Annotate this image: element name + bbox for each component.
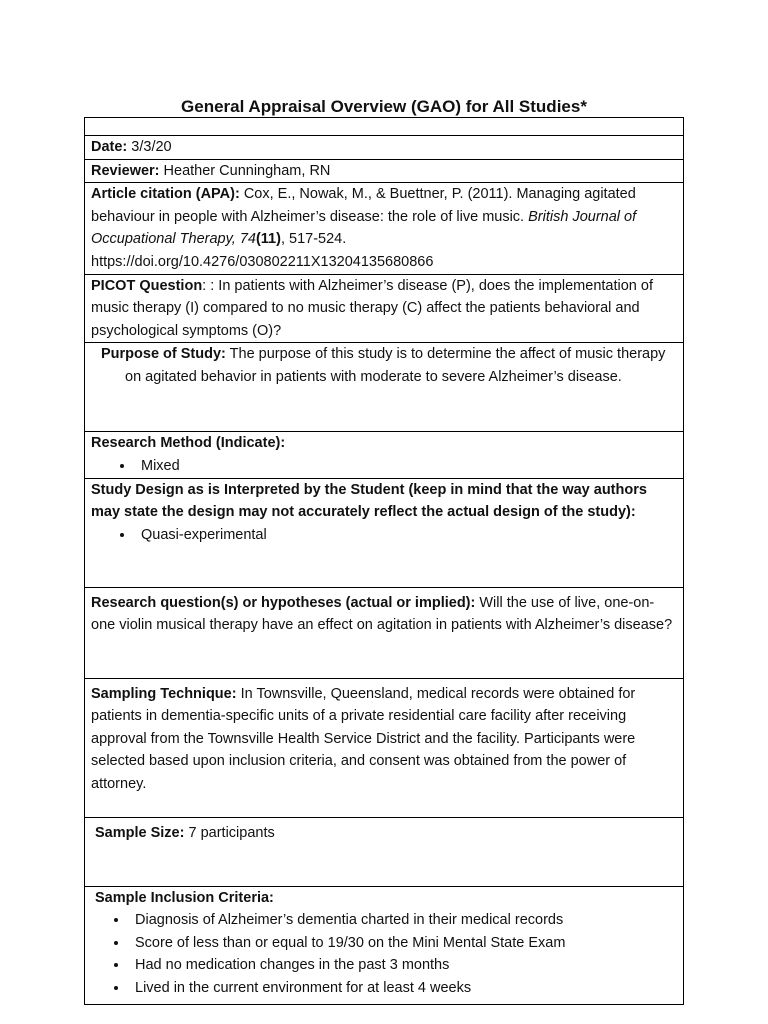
appraisal-table (84, 117, 684, 1005)
design-list (91, 524, 677, 547)
citation-cell (85, 183, 684, 274)
purpose-label: Purpose of Study: (101, 346, 226, 363)
table-row-method (85, 432, 684, 478)
table-row-purpose (85, 343, 684, 432)
date-label: Date: (91, 139, 128, 155)
date-cell (85, 136, 684, 160)
reviewer-cell (85, 159, 684, 183)
list-item: • Lived in the current environment for at least 4 weeks (129, 977, 677, 1000)
page-title: General Appraisal Overview (GAO) for All Studies* (181, 97, 587, 116)
method-cell (85, 432, 684, 478)
size-cell (85, 817, 684, 886)
citation-issue: (11) (255, 231, 281, 248)
list-item: • Diagnosis of Alzheimer’s dementia charted in their medical records (129, 909, 677, 932)
inclusion-cell (85, 886, 684, 1004)
question-value: Will the use of live, one-on-one violin musical therapy have an effect on agitation in patients with Alzheimer’s disease? (91, 594, 673, 634)
purpose-value: The purpose of this study is to determine the affect of music therapy on agitated behavior in patients with moderate to severe Alzheimer’s disease. (125, 346, 666, 385)
table-row-blank (85, 118, 684, 136)
inclusion-list (95, 909, 677, 999)
reviewer-value: Heather Cunningham, RN (163, 162, 331, 179)
size-label: Sample Size: (95, 824, 185, 841)
list-item: • Quasi-experimental (135, 524, 677, 547)
table-row-question (85, 587, 684, 678)
sampling-cell (85, 678, 684, 817)
design-cell (85, 478, 684, 587)
method-label: Research Method (Indicate): (91, 435, 286, 452)
citation-label: Article citation (APA): (91, 186, 240, 203)
table-row-inclusion (85, 886, 684, 1004)
table-row-size (85, 817, 684, 886)
table-row-picot (85, 274, 684, 343)
size-value: 7 participants (188, 824, 275, 841)
list-item: • Had no medication changes in the past 3 months (129, 954, 677, 977)
date-value: 3/3/20 (131, 139, 172, 155)
question-cell (85, 587, 684, 678)
list-item: • Mixed (135, 455, 677, 478)
list-item: • Score of less than or equal to 19/30 on the Mini Mental State Exam (129, 932, 677, 955)
table-row-date (85, 136, 684, 160)
picot-value: : : In patients with Alzheimer’s disease (P), does the implementation of music therapy (I) compared to no music therapy (C) affect the patients behavioral and psychological symptoms (O)? (91, 277, 653, 339)
picot-cell (85, 274, 684, 343)
table-row-citation (85, 183, 684, 274)
table-row-reviewer (85, 159, 684, 183)
table-row-sampling (85, 678, 684, 817)
citation-pages: , 517-524. (280, 231, 347, 248)
purpose-cell (85, 343, 684, 432)
blank-cell (85, 118, 684, 136)
citation-journal: British Journal of Occupational Therapy, 74 (91, 208, 637, 248)
method-list (91, 455, 677, 478)
citation-doi: https://doi.org/10.4276/030802211X13204135680866 (91, 253, 434, 270)
citation-text: Cox, E., Nowak, M., & Buettner, P. (2011). Managing agitated behaviour in people with Alzheimer’s disease: the role of live music. (91, 186, 636, 225)
design-label: Study Design as is Interpreted by the Student (keep in mind that the way authors may state the design may not accurately reflect the actual design of the study): (91, 481, 647, 521)
picot-label: PICOT Question (91, 277, 203, 294)
inclusion-label: Sample Inclusion Criteria: (95, 889, 274, 906)
table-row-design (85, 478, 684, 587)
question-label: Research question(s) or hypotheses (actual or implied): (91, 594, 476, 611)
reviewer-label: Reviewer: (91, 162, 160, 179)
sampling-label: Sampling Technique: (91, 685, 237, 702)
sampling-value: In Townsville, Queensland, medical records were obtained for patients in dementia-specific units of a private residential care facility after receiving approval from the Townsville Health Service District and the facility. Participants were selected based upon inclusion criteria, and consent was obtained from the power of attorney. (91, 685, 636, 792)
